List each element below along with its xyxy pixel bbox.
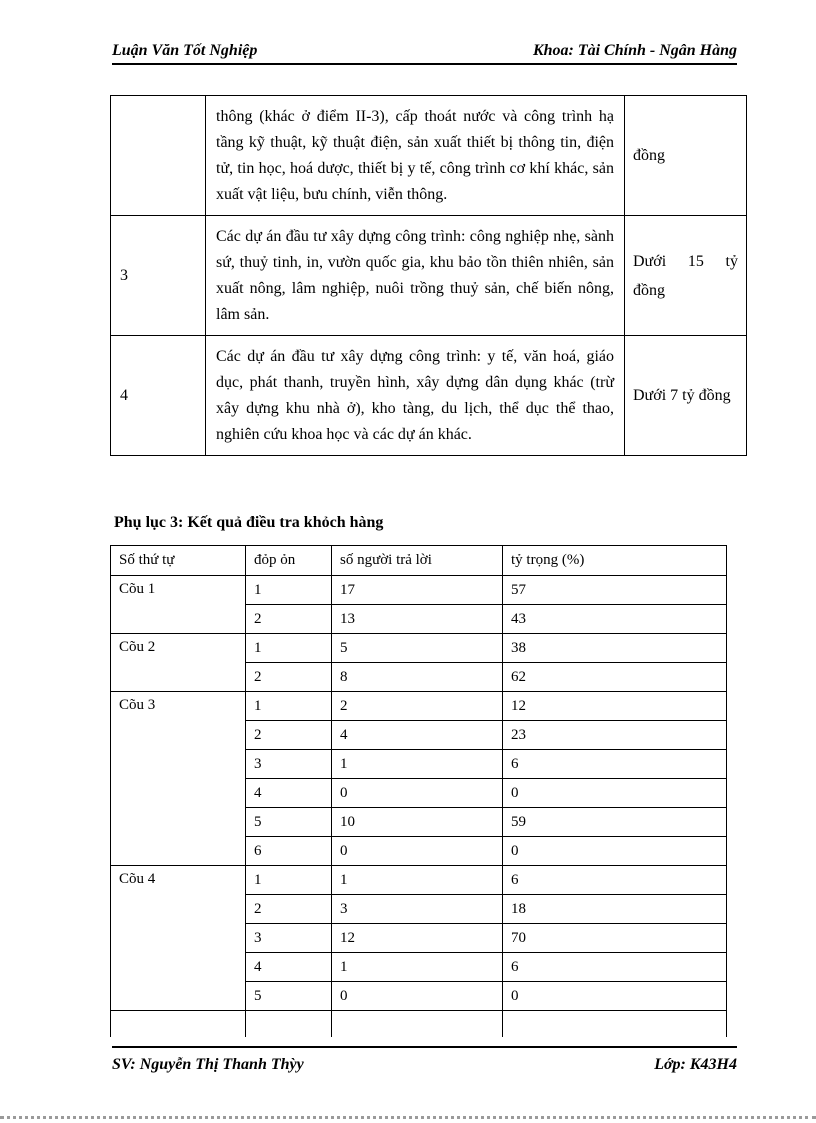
survey-value-cell: 5 bbox=[246, 982, 332, 1011]
survey-value-cell: 10 bbox=[332, 808, 503, 837]
survey-value-cell: 0 bbox=[332, 982, 503, 1011]
survey-value-cell: 4 bbox=[246, 779, 332, 808]
survey-value-cell: 59 bbox=[503, 808, 727, 837]
survey-value-cell: 4 bbox=[332, 721, 503, 750]
survey-value-cell: 2 bbox=[246, 721, 332, 750]
survey-value-cell: 23 bbox=[503, 721, 727, 750]
survey-question-label-cell: Cõu 1 bbox=[111, 576, 246, 634]
survey-value-cell: 38 bbox=[503, 634, 727, 663]
survey-value-cell: 0 bbox=[332, 779, 503, 808]
survey-value-cell: 8 bbox=[332, 663, 503, 692]
survey-value-cell: 0 bbox=[503, 982, 727, 1011]
survey-value-cell: 17 bbox=[332, 576, 503, 605]
category-description-cell: thông (khác ở điểm II-3), cấp thoát nước và công trình hạ tầng kỹ thuật, kỹ thuật điện, sản xuất thiết bị thông tin, điện tử, tin học, hoá dược, thiết bị y tế, công trình cơ khí khác, sản xuất vật liệu, bưu chính, viễn thông. bbox=[206, 96, 625, 216]
table-row bbox=[111, 634, 727, 663]
table-row bbox=[111, 336, 747, 456]
survey-value-cell: 3 bbox=[332, 895, 503, 924]
survey-table-wrap bbox=[110, 545, 730, 1037]
survey-value-cell: 2 bbox=[332, 692, 503, 721]
survey-results-table bbox=[110, 545, 727, 1037]
page-break-dotted-line bbox=[0, 1116, 816, 1119]
survey-question-label-cell: Cõu 4 bbox=[111, 866, 246, 1011]
survey-value-cell: 6 bbox=[503, 750, 727, 779]
survey-value-cell: 1 bbox=[332, 750, 503, 779]
survey-value-cell: 1 bbox=[246, 576, 332, 605]
survey-value-cell: 12 bbox=[503, 692, 727, 721]
survey-table-header-row bbox=[111, 546, 727, 576]
survey-value-cell: 12 bbox=[332, 924, 503, 953]
category-amount-cell: Dưới 15 tỷ đồng bbox=[625, 216, 747, 336]
category-amount-cell: Dưới 7 tỷ đồng bbox=[625, 336, 747, 456]
footer-class: Lớp: K43H4 bbox=[654, 1056, 737, 1073]
survey-value-cell: 43 bbox=[503, 605, 727, 634]
survey-value-cell: 0 bbox=[332, 837, 503, 866]
survey-partial-row bbox=[111, 1011, 727, 1038]
survey-value-cell: 3 bbox=[246, 750, 332, 779]
survey-value-cell: 5 bbox=[332, 634, 503, 663]
survey-question-label-cell: Cõu 3 bbox=[111, 692, 246, 866]
appendix-heading: Phụ lục 3: Kết quả điều tra khỏch hàng bbox=[114, 514, 384, 531]
table-row bbox=[111, 692, 727, 721]
survey-value-cell: 5 bbox=[246, 808, 332, 837]
survey-value-cell: 4 bbox=[246, 953, 332, 982]
page-header bbox=[112, 42, 737, 65]
survey-value-cell: 2 bbox=[246, 663, 332, 692]
survey-value-cell: 70 bbox=[503, 924, 727, 953]
empty-cell bbox=[111, 1011, 246, 1038]
footer-student-name: SV: Nguyễn Thị Thanh Thỳy bbox=[112, 1056, 304, 1073]
survey-column-header: tỷ trọng (%) bbox=[503, 546, 727, 576]
category-amount-cell: đồng bbox=[625, 96, 747, 216]
survey-column-header: Số thứ tự bbox=[111, 546, 246, 576]
empty-cell bbox=[503, 1011, 727, 1038]
header-right-department: Khoa: Tài Chính - Ngân Hàng bbox=[532, 42, 737, 59]
category-description-cell: Các dự án đầu tư xây dựng công trình: y tế, văn hoá, giáo dục, phát thanh, truyền hình, xây dựng dân dụng khác (trừ xây dựng khu nhà ở), kho tàng, du lịch, thể dục thể thao, nghiên cứu khoa học và các dự án khác. bbox=[206, 336, 625, 456]
survey-value-cell: 6 bbox=[503, 953, 727, 982]
survey-value-cell: 6 bbox=[503, 866, 727, 895]
survey-column-header: số người trả lời bbox=[332, 546, 503, 576]
survey-value-cell: 0 bbox=[503, 837, 727, 866]
survey-value-cell: 1 bbox=[332, 866, 503, 895]
survey-value-cell: 1 bbox=[246, 634, 332, 663]
project-table-body bbox=[111, 96, 747, 456]
table-row bbox=[111, 866, 727, 895]
survey-column-header: đỏp ỏn bbox=[246, 546, 332, 576]
survey-table-body bbox=[111, 576, 727, 1038]
project-categories-table bbox=[110, 95, 747, 456]
survey-value-cell: 6 bbox=[246, 837, 332, 866]
survey-value-cell: 18 bbox=[503, 895, 727, 924]
survey-value-cell: 2 bbox=[246, 605, 332, 634]
page-footer bbox=[112, 1046, 737, 1074]
survey-question-label-cell: Cõu 2 bbox=[111, 634, 246, 692]
survey-value-cell: 13 bbox=[332, 605, 503, 634]
survey-value-cell: 1 bbox=[246, 692, 332, 721]
table-row bbox=[111, 216, 747, 336]
table-row bbox=[111, 96, 747, 216]
empty-cell bbox=[332, 1011, 503, 1038]
category-number-cell bbox=[111, 96, 206, 216]
survey-value-cell: 2 bbox=[246, 895, 332, 924]
empty-cell bbox=[246, 1011, 332, 1038]
survey-value-cell: 3 bbox=[246, 924, 332, 953]
header-left-title: Luận Văn Tốt Nghiệp bbox=[112, 42, 258, 59]
survey-value-cell: 57 bbox=[503, 576, 727, 605]
category-number-cell: 3 bbox=[111, 216, 206, 336]
category-number-cell: 4 bbox=[111, 336, 206, 456]
survey-value-cell: 1 bbox=[332, 953, 503, 982]
survey-value-cell: 1 bbox=[246, 866, 332, 895]
survey-value-cell: 62 bbox=[503, 663, 727, 692]
category-description-cell: Các dự án đầu tư xây dựng công trình: công nghiệp nhẹ, sành sứ, thuỷ tinh, in, vườn quốc gia, khu bảo tồn thiên nhiên, sản xuất nông, lâm nghiệp, nuôi trồng thuỷ sản, chế biến nông, lâm sản. bbox=[206, 216, 625, 336]
table-row bbox=[111, 576, 727, 605]
survey-value-cell: 0 bbox=[503, 779, 727, 808]
